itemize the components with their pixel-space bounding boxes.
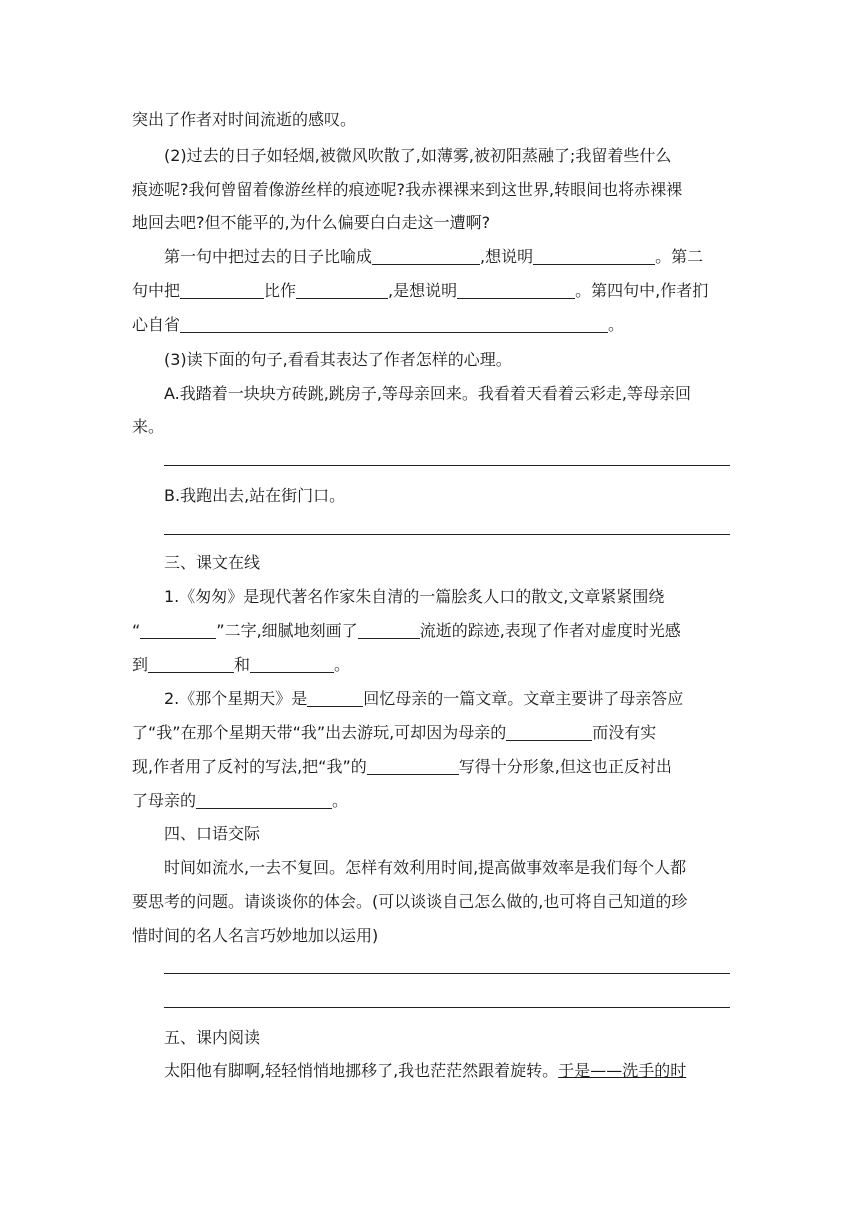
item-2-line-4 bbox=[132, 791, 732, 811]
sentence-b: B.我跑出去,站在街门口。 bbox=[164, 486, 346, 505]
reading-passage-line-1 bbox=[164, 1061, 732, 1081]
text-segment: 。 bbox=[608, 315, 625, 334]
answer-blank[interactable] bbox=[506, 724, 592, 741]
item-2-line-1 bbox=[164, 689, 732, 709]
text-segment: 到 bbox=[132, 655, 149, 674]
text-segment: 句中把 bbox=[132, 281, 181, 300]
sentence-a-line-2: 来。 bbox=[132, 417, 165, 436]
text-segment: “ bbox=[132, 621, 141, 640]
text-segment: 和 bbox=[234, 655, 251, 674]
text-segment: 第一句中把过去的日子比喻成 bbox=[164, 247, 373, 266]
answer-blank[interactable] bbox=[533, 248, 655, 265]
fill-line-7 bbox=[132, 315, 732, 335]
item-2-line-3 bbox=[132, 757, 732, 777]
answer-blank[interactable] bbox=[457, 282, 575, 299]
answer-blank[interactable] bbox=[140, 622, 216, 639]
oral-prompt-line-2: 要思考的问题。请谈谈你的体会。(可以谈谈自己怎么做的,也可将自己知道的珍 bbox=[132, 892, 688, 911]
fill-line-6 bbox=[132, 281, 732, 301]
item-1-line-2 bbox=[132, 621, 732, 641]
item-2-line-2 bbox=[132, 723, 732, 743]
answer-blank[interactable] bbox=[358, 622, 420, 639]
text-segment: ,是想说明 bbox=[388, 281, 458, 300]
answer-blank[interactable] bbox=[367, 758, 459, 775]
text-segment: 心自省 bbox=[132, 315, 181, 334]
answer-blank[interactable] bbox=[307, 690, 363, 707]
answer-line[interactable] bbox=[164, 534, 730, 535]
section-heading-4: 四、口语交际 bbox=[164, 824, 261, 843]
text-segment: 太阳他有脚啊,轻轻悄悄地挪移了,我也茫茫然跟着旋转。 bbox=[164, 1061, 559, 1080]
item-1-line-3 bbox=[132, 655, 732, 675]
answer-line[interactable] bbox=[164, 465, 730, 466]
text-segment: 了“我”在那个星期天带“我”出去游玩,可却因为母亲的 bbox=[132, 723, 507, 742]
oral-prompt-line-1: 时间如流水,一去不复回。怎样有效利用时间,提高做事效率是我们每个人都 bbox=[164, 858, 687, 877]
text-segment: 现,作者用了反衬的写法,把“我”的 bbox=[132, 757, 367, 776]
text-segment: 流逝的踪迹,表现了作者对虚度时光感 bbox=[419, 621, 681, 640]
answer-blank[interactable] bbox=[372, 248, 480, 265]
oral-prompt-line-3: 惜时间的名人名言巧妙地加以运用) bbox=[132, 926, 379, 945]
text-segment: 写得十分形象,但这也正反衬出 bbox=[458, 757, 672, 776]
fill-line-5 bbox=[164, 247, 732, 267]
question-2-line-1: (2)过去的日子如轻烟,被微风吹散了,如薄雾,被初阳蒸融了;我留着些什么 bbox=[164, 146, 672, 165]
text-segment: 而没有实 bbox=[592, 723, 657, 742]
sentence-a-line-1: A.我踏着一块块方砖跳,跳房子,等母亲回来。我看着天看着云彩走,等母亲回 bbox=[164, 384, 692, 403]
text-segment: 比作 bbox=[264, 281, 297, 300]
text-segment: ,想说明 bbox=[480, 247, 534, 266]
text-segment: 。 bbox=[334, 655, 351, 674]
answer-blank[interactable] bbox=[250, 656, 334, 673]
section-heading-5: 五、课内阅读 bbox=[164, 1028, 261, 1047]
answer-line[interactable] bbox=[164, 1007, 730, 1008]
answer-blank[interactable] bbox=[180, 282, 264, 299]
underlined-text: 于是——洗手的时 bbox=[558, 1061, 687, 1080]
text-segment: ”二字,细腻地刻画了 bbox=[216, 621, 358, 640]
text-segment: 了母亲的 bbox=[132, 791, 197, 810]
answer-blank[interactable] bbox=[148, 656, 234, 673]
text-segment: 回忆母亲的一篇文章。文章主要讲了母亲答应 bbox=[363, 689, 684, 708]
question-3-heading: (3)读下面的句子,看看其表达了作者怎样的心理。 bbox=[164, 350, 512, 369]
answer-blank[interactable] bbox=[196, 792, 332, 809]
text-segment: 。第二 bbox=[655, 247, 704, 266]
text-segment: 。第四句中,作者扪 bbox=[575, 281, 709, 300]
item-1-line-1: 1.《匆匆》是现代著名作家朱自清的一篇脍炙人口的散文,文章紧紧围绕 bbox=[164, 587, 665, 606]
answer-line[interactable] bbox=[164, 973, 730, 974]
question-2-line-3: 地回去吧?但不能平的,为什么偏要白白走这一遭啊? bbox=[132, 213, 491, 232]
text-line: 突出了作者对时间流逝的感叹。 bbox=[132, 110, 357, 129]
section-heading-3: 三、课文在线 bbox=[164, 553, 261, 572]
text-segment: 。 bbox=[332, 791, 349, 810]
text-segment: 2.《那个星期天》是 bbox=[164, 689, 308, 708]
answer-blank[interactable] bbox=[296, 282, 388, 299]
answer-blank[interactable] bbox=[180, 316, 608, 333]
question-2-line-2: 痕迹呢?我何曾留着像游丝样的痕迹呢?我赤裸裸来到这世界,转眼间也将赤裸裸 bbox=[132, 180, 683, 199]
